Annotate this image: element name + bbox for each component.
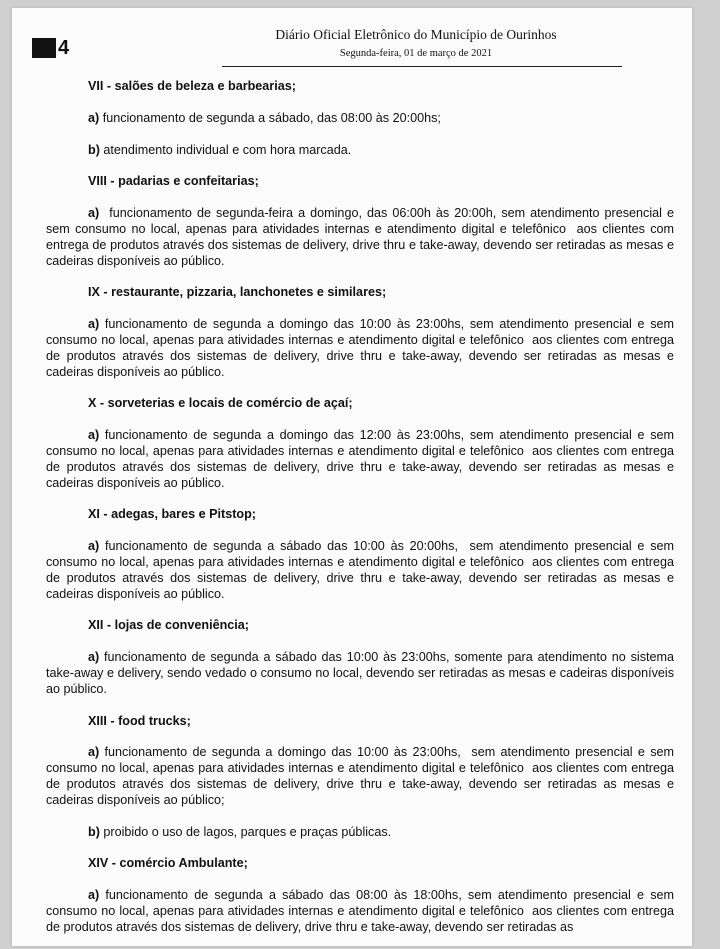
item-text: funcionamento de segunda a domingo das 12:00 às 23:00hs, sem atendimento presencial e sem consumo no local, apenas para atividades internas e atendimento digital e telefônico aos clientes com entrega de produtos através dos sistemas de delivery, drive thru e take-away, devendo ser retiradas as mesas e cadeiras disponíveis ao público. — [46, 428, 678, 490]
section-heading: IX - restaurante, pizzaria, lanchonetes e similares; — [88, 285, 387, 300]
section-item — [46, 539, 678, 602]
section — [46, 174, 678, 269]
item-text: funcionamento de segunda a sábado das 10:00 às 23:00hs, somente para atendimento no sistema take-away e delivery, sendo vedado o consumo no local, devendo ser retiradas as mesas e cadeiras disponíveis ao público. — [46, 650, 678, 696]
item-text: funcionamento de segunda a sábado das 10:00 às 20:00hs, sem atendimento presencial e sem consumo no local, apenas para atividades internas e atendimento digital e telefônico aos clientes com entrega de produtos através dos sistemas de delivery, drive thru e take-away, devendo ser retiradas as mesas e cadeiras disponíveis ao público. — [46, 539, 678, 601]
section-item — [46, 111, 674, 127]
publication-date: Segunda-feira, 01 de março de 2021 — [339, 48, 493, 59]
section — [46, 396, 678, 491]
item-label: a) — [88, 317, 100, 332]
item-text: proibido o uso de lagos, parques e praças públicas. — [99, 824, 392, 839]
section-heading: XIV - comércio Ambulante; — [88, 856, 248, 871]
section-item — [46, 745, 678, 808]
item-label: a) — [88, 539, 100, 554]
section-item — [46, 143, 674, 159]
document-page — [12, 8, 692, 946]
section-item — [46, 888, 678, 935]
section-heading: VII - salões de beleza e barbearias; — [88, 79, 296, 93]
item-label: a) — [88, 745, 100, 760]
masthead — [216, 26, 616, 62]
section — [46, 79, 674, 158]
page-number: 4 — [58, 37, 70, 59]
section-item — [46, 206, 678, 269]
publication-title: Diário Oficial Eletrônico do Município de Ourinhos — [275, 27, 557, 42]
item-label: b) — [88, 142, 100, 157]
item-label: b) — [88, 824, 100, 839]
header-rule — [222, 66, 622, 67]
section — [46, 507, 678, 602]
section-heading: XII - lojas de conveniência; — [88, 618, 249, 633]
page-number-marker — [32, 38, 69, 58]
section — [46, 618, 678, 697]
item-text: funcionamento de segunda a domingo das 10:00 às 23:00hs, sem atendimento presencial e sem consumo no local, apenas para atividades internas e atendimento digital e telefônico aos clientes com entrega de produtos através dos sistemas de delivery, drive thru e take-away, devendo ser retiradas as mesas e cadeiras disponíveis ao público; — [46, 745, 678, 807]
section-item — [46, 650, 678, 697]
item-text: funcionamento de segunda a domingo das 10:00 às 23:00hs, sem atendimento presencial e sem consumo no local, apenas para atividades internas e atendimento digital e telefônico aos clientes com entrega de produtos através dos sistemas de delivery, drive thru e take-away, devendo ser retiradas as mesas e cadeiras disponíveis ao público. — [46, 317, 678, 379]
section-heading: XIII - food trucks; — [88, 713, 191, 728]
item-text: atendimento individual e com hora marcada. — [99, 142, 352, 157]
item-label: a) — [88, 428, 100, 443]
section-item — [46, 317, 678, 380]
section — [46, 856, 678, 935]
item-text: funcionamento de segunda-feira a domingo, das 06:00h às 20:00h, sem atendimento presencial e sem consumo no local, apenas para atividades internas e atendimento digital e telefônico aos clientes com entrega de produtos através dos sistemas de delivery, drive thru e take-away, devendo ser retiradas as mesas e cadeiras disponíveis ao público. — [46, 206, 678, 268]
item-label: a) — [88, 206, 100, 221]
section-item — [46, 428, 678, 491]
item-text: funcionamento de segunda a sábado, das 08:00 às 20:00hs; — [99, 110, 441, 125]
section — [46, 713, 678, 841]
item-text: funcionamento de segunda a sábado das 08:00 às 18:00hs, sem atendimento presencial e sem consumo no local, apenas para atividades internas e atendimento digital e telefônico aos clientes com entrega de produtos através dos sistemas de delivery, drive thru e take-away, devendo ser retiradas as — [46, 888, 678, 934]
item-label: a) — [88, 650, 100, 665]
section-heading: VIII - padarias e confeitarias; — [88, 174, 259, 189]
item-label: a) — [88, 888, 100, 903]
section-item — [46, 825, 674, 841]
section — [46, 285, 678, 380]
item-label: a) — [88, 110, 100, 125]
document-body — [46, 79, 678, 946]
page-number-block — [32, 38, 56, 58]
section-heading: X - sorveterias e locais de comércio de açaí; — [88, 396, 353, 411]
section-heading: XI - adegas, bares e Pitstop; — [88, 507, 256, 522]
